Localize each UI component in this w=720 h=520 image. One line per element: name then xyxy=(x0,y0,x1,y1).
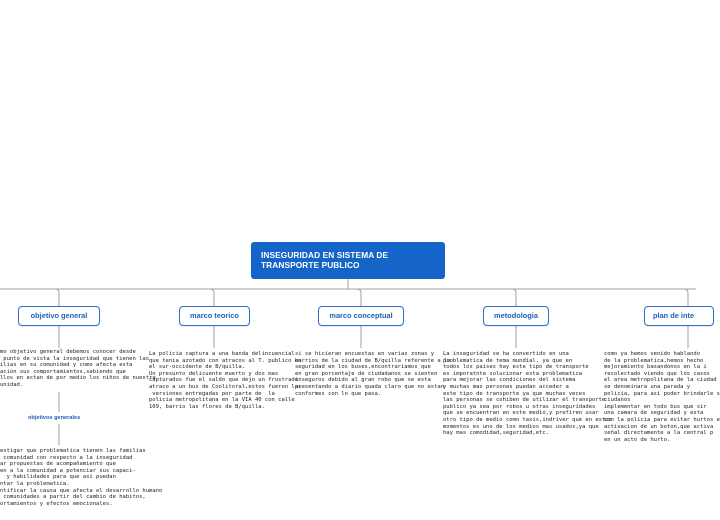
branch-marco-conceptual[interactable]: marco conceptual xyxy=(318,306,404,326)
note-objetivo-general: mo objetivo general debemos conocer desde punto de vista la inseguridad que tienen las ilias en su comunidad y como afecta esta acion sus comportamientos,sabiendo que llos en estan de por medio los niños de nuestra unidad. xyxy=(0,349,156,388)
branch-link-objetivo-general xyxy=(55,289,59,306)
note-metodologia: La inseguridad se ha convertido en una problematica de tema mundial, ya que en todos los paises hay este tipo de transporte es imporatnte solucionar esta problematica para mejorar las condiciones del sistema y muchas mas personas puedan acceder a este tipo de transporte ya que muchas veces las personas se cohiben de utilizar el transporte publico ya sea por robos u otras inseguridades que se encuentran en este medio,y prefiren usar otro tipo de medio como taxis,indriver que en estos momentos es uno de los medios mas usados,ya que hay mas comodidad,seguridad,etc. xyxy=(443,351,612,437)
branch-link-marco-teorico xyxy=(210,289,214,306)
branch-objetivo-general[interactable]: objetivo general xyxy=(18,306,100,326)
branch-plan-de-intervencion[interactable]: plan de inte xyxy=(644,306,714,326)
subtopic-objetivos-generales[interactable]: objetivos generales xyxy=(28,415,81,421)
branch-link-metodologia xyxy=(512,289,516,306)
central-topic[interactable] xyxy=(251,242,445,279)
note-marco-teorico: La policia captura a una banda delincuencial que tenia azotado con atracos al T. publico en el sur-occidente de B/quilla. Un presunto delicuente muerto y dos mas capturados fue el saldo que dejo un frustrado atraco a un bus de Coolitoral,estos fueron las versiones entregadas por parte de la policia metropolitana en la VIA 40 con calle 109, barrio las flores de B/quilla. xyxy=(149,351,302,410)
branch-link-marco-conceptual xyxy=(357,289,361,306)
central-topic-line-2: TRANSPORTE PUBLICO xyxy=(261,260,360,270)
note-plan-de-intervencion: como ya hemos venido hablando de la problematica,hemos hecho mejoramiento basandonos en la i recolectado viendo que los casos el area metropolitana de la ciudad se denominara una parada y policia, para asi poder brindarle s ciudanos implementar en todo bus que sir una camara de seguridad y esta con la policia para evitar hurtos e activacion de un boton,que activa señal directamente a la central p en un acto de hurto. xyxy=(604,351,720,443)
branch-metodologia[interactable]: metodologia xyxy=(483,306,549,326)
note-objetivos-generales: estigar que problematica tienen las familias comunidad con respecto a la inseguridad ar propuestas de acompañamiento que en a la comunidad a potenciar sus capaci- y habilidades para que asi puedan ntar la problematica. ntificar la causa que afecta el desarrollo humano comunidades a partir del cambio de habitos, ortamientos y efectos emocionales. xyxy=(0,448,163,507)
branch-marco-teorico[interactable]: marco teorico xyxy=(179,306,250,326)
note-marco-conceptual: si se hicieran encuestas en varias zonas y barrios de la ciudad de B/quilla referente a la seguridad en los buses,encontrariamos que en gran porcentaje de ciudadanos se sienten inseguros debido al gran robo que se esta presentando a diario quada claro que no estan conformes con lo que pasa. xyxy=(295,351,451,397)
central-topic-line-1: INSEGURIDAD EN SISTEMA DE xyxy=(261,250,389,260)
branch-link-plan xyxy=(684,289,688,306)
